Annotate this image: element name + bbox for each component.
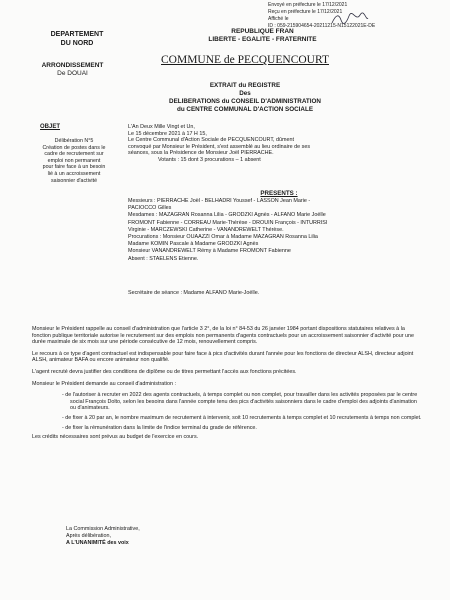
body-paragraph: L'agent recruté devra justifier des conditions de diplôme ou de titres permettant l'accès aux fonctions précitées. (32, 368, 297, 375)
republique-line: REPUBLIQUE FRAN (231, 28, 294, 35)
handwritten-signature (330, 12, 370, 26)
objet-text (25, 138, 123, 184)
extrait-heading (120, 82, 370, 114)
extrait-line: EXTRAIT du REGISTRE (209, 82, 281, 89)
departement-line: DU NORD (60, 40, 94, 47)
objet-line: cadre de recrutement sur (44, 151, 104, 158)
secretaire-line: Secrétaire de séance : Madame ALFANO Marie-Joëlle. (128, 290, 260, 296)
presents-line: Madame KOMIN Pascale à Madame GRODZKI Agnès (128, 241, 259, 248)
arrondissement-block (20, 62, 125, 78)
commune-title: COMMUNE de PECQUENCOURT (161, 54, 329, 66)
body-paragraph: Le recours à ce type d'agent contractuel est indispensable pour faire face à pics d'activités durant l'année pour les fonctions de directeur ALSH, directeur adjoint ALSH, animateur BAFA ou encore animateur non qualifié. (32, 350, 414, 364)
departement-line: DEPARTEMENT (50, 31, 104, 38)
request-item: - de fixer la rémunération dans la limite de l'indice terminal du grade de référence. (62, 424, 257, 431)
presents-line: Virginie - MARCZEWSKI Catherine - VANANDREWELT Thérèse. (128, 226, 284, 233)
departement-block (32, 30, 122, 48)
intro-line: séances, sous la Présidence de Monsieur Joël PIERRACHE. (128, 150, 274, 157)
meeting-intro (128, 124, 428, 164)
presents-line: FROMONT Fabienne - CORREAU Marie-Thérèse - DROUIN François - INTURRISI (128, 219, 328, 226)
extrait-line: Des (239, 90, 251, 97)
objet-line: saisonnier d'activité (50, 177, 98, 184)
intro-line: convoqué par Monsieur le Président, s'est assemblé au lieu ordinaire de ses (128, 143, 311, 150)
objet-label: OBJET (40, 124, 61, 130)
arrondissement-line: ARRONDISSEMENT (41, 62, 104, 69)
arrondissement-line: De DOUAI (57, 70, 88, 77)
body-paragraph: Monsieur le Président rappelle au conseil d'administration que l'article 3 2°, de la loi n° 84-53 du 26 janvier 1984 portant dispositions statutaires relatives à la fonction publique territoriale autorise le recrutement sur des emplois non permanents d'agents contractuels pour un accroissement saisonnier d'activité pour une durée maximale de six mois sur une période consécutive de 12 mois, renouvellement compris. (32, 326, 415, 346)
republique-line: LIBERTE - EGALITE - FRATERNITE (208, 36, 317, 43)
objet-line: lié à un accroissement (47, 170, 101, 177)
request-item: - de fixer à 20 par an, le nombre maximum de recrutement à intervenir, soit 10 recrutements à temps complet et 10 recrutements à temps non complet. (62, 414, 422, 421)
intro-line: L'An Deux Mille Vingt et Un, (128, 124, 195, 130)
deliberation-body (32, 326, 424, 446)
body-paragraph: Les crédits nécessaires sont prévus au budget de l'exercice en cours. (32, 434, 199, 441)
objet-line: emploi non permanent (47, 157, 101, 164)
decision-block (44, 526, 204, 547)
presents-line: PACIOCCO Gilles (128, 205, 172, 212)
request-item: - de l'autoriser à recruter en 2022 des agents contractuels, à temps complet ou non complet, pour travailler dans les activités proposées par le centre social François Dolto, selon les besoins dans l'année compte tenu des pics d'activités saisonniers dans le cadre d'emploi des adjoints d'animation ou d'animateurs. (62, 392, 418, 412)
body-paragraph: Monsieur le Président demande au conseil d'administration : (32, 380, 176, 387)
decision-line: La Commission Administrative, (66, 526, 140, 532)
stamp-line: Envoyé en préfecture le 17/12/2021 (268, 2, 348, 8)
presents-line: Procurations : Monsieur OUAAZZI Omar à Madame MAZAGRAN Rosanna Lilia (128, 234, 318, 241)
intro-line: Le Centre Communal d'Action Sociale de PECQUENCOURT, dûment (128, 137, 295, 144)
presents-line: Messieurs : PIERRACHE Joël - BELHADRI Youssef - LASSON Jean Marie - (128, 198, 311, 204)
objet-line: Création de postes dans le (42, 144, 106, 151)
decision-line: A L'UNANIMITÉ des voix (66, 540, 129, 546)
objet-line: pour faire face à un besoin (42, 164, 106, 171)
presents-line: Monsieur VANANDREWELT Rémy à Madame FROMONT Fabienne (128, 248, 291, 255)
presents-line: Absent : STAELENS Etienne. (128, 255, 199, 262)
intro-line: Votants : 15 dont 3 procurations – 1 absent (158, 156, 261, 163)
stamp-line: ID : 059-215904654-20211215-N15122021E-DE (268, 23, 376, 29)
presents-list (128, 198, 428, 263)
intro-line: Le 15 décembre 2021 à 17 H 15, (128, 130, 207, 137)
extrait-line: du CENTRE COMMUNAL D'ACTION SOCIALE (176, 106, 314, 113)
presents-line: Mesdames : MAZAGRAN Rosanna Lilia - GRODZKI Agnès - ALFANO Marie Joëlle (128, 212, 326, 219)
presents-title: PRESENTS : (260, 190, 298, 197)
republique-block (195, 28, 330, 44)
decision-line: Après délibération, (66, 533, 111, 539)
stamp-line: Reçu en préfecture le 17/12/2021 (268, 9, 343, 15)
extrait-line: DELIBERATIONS du CONSEIL D'ADMINISTRATION (169, 98, 321, 105)
stamp-line: Affiché le (268, 16, 289, 22)
objet-line: Délibération N°5 (54, 138, 94, 144)
